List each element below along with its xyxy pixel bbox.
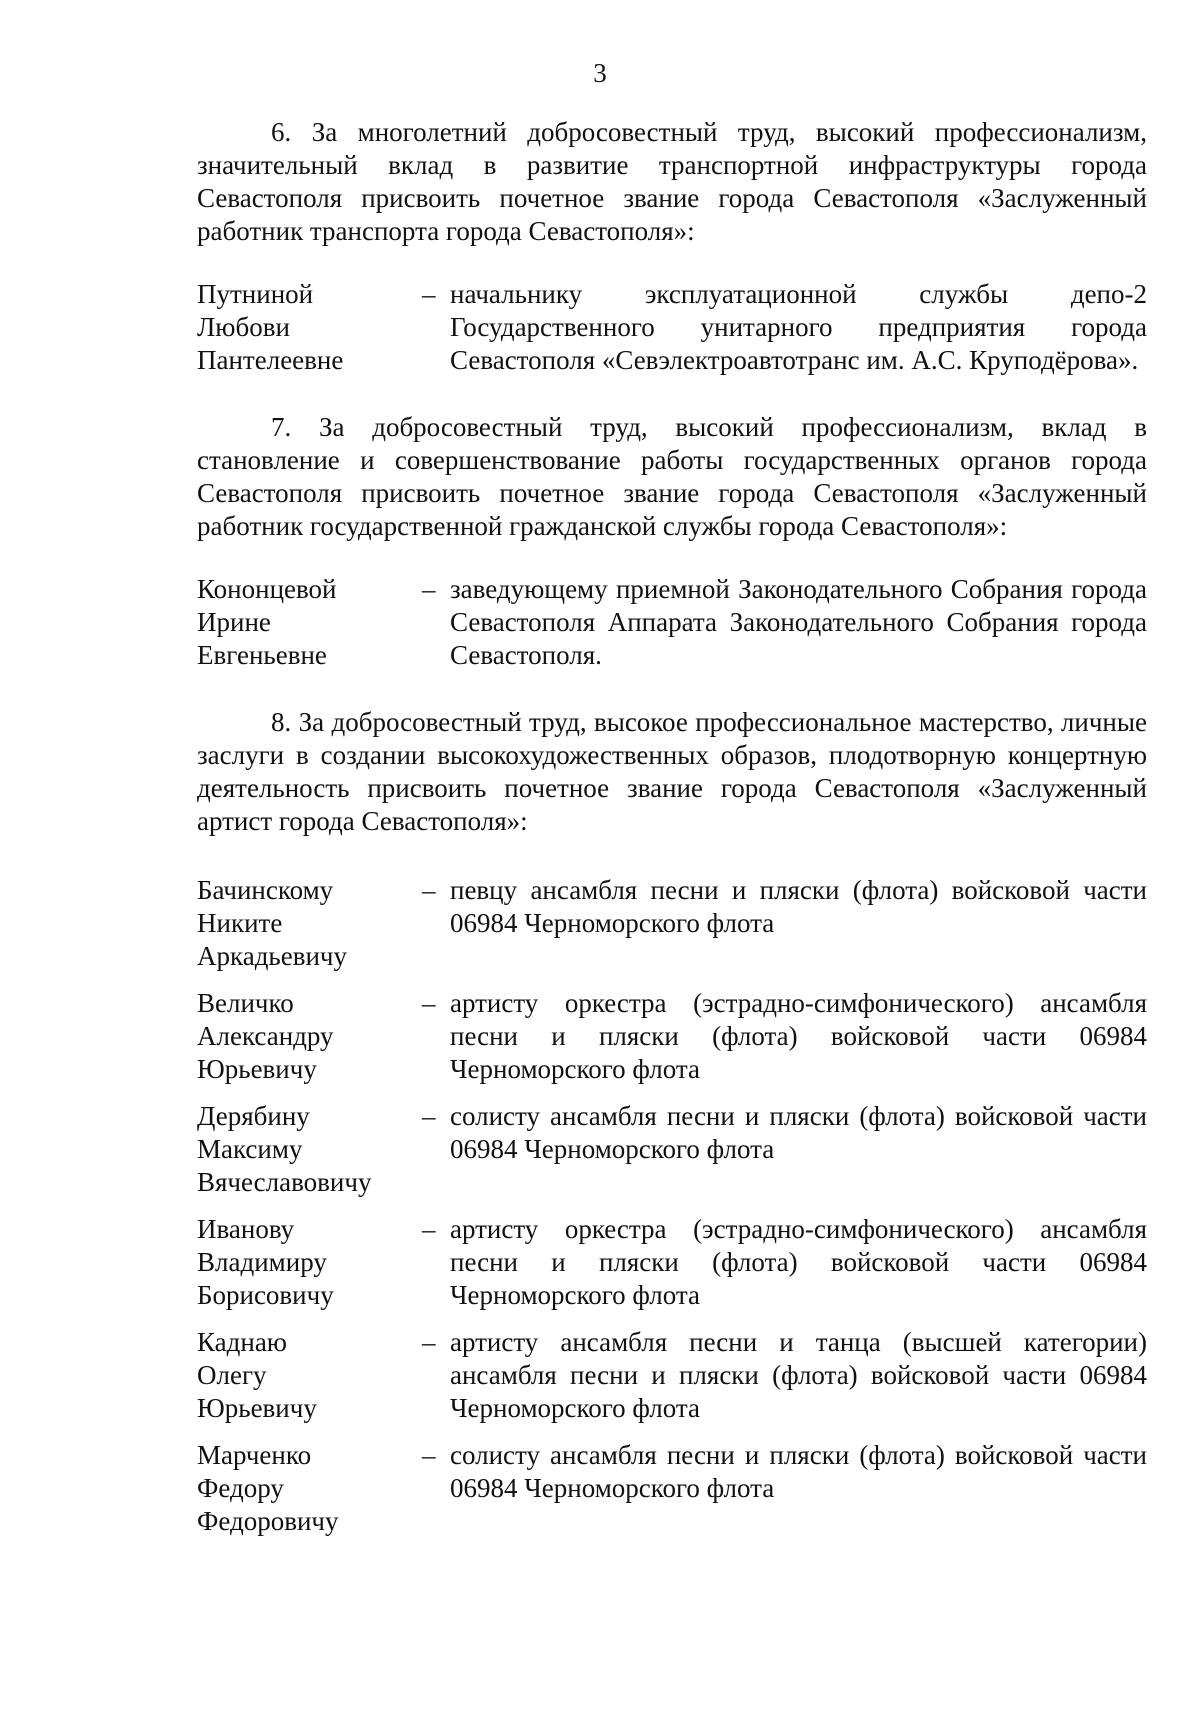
awardee-name — [197, 987, 422, 1086]
patronymic: Борисовичу — [197, 1280, 334, 1310]
first-name: Федору — [197, 1473, 284, 1503]
awardee-entry — [197, 987, 1147, 1086]
awardee-position: артисту ансамбля песни и танца (высшей категории) ансамбля песни и пляски (флота) войсковой части 06984 Черноморского флота — [450, 1327, 1147, 1423]
dash-separator: – — [422, 988, 436, 1018]
awardee-name — [197, 1213, 422, 1312]
awardee-position: артисту оркестра (эстрадно-симфонического) ансамбля песни и пляски (флота) войсковой части 06984 Черноморского флота — [450, 1214, 1147, 1310]
page-number: 3 — [593, 58, 607, 88]
awardee-entry — [197, 1213, 1147, 1312]
section-7 — [197, 411, 1147, 672]
first-name: Максиму — [197, 1134, 303, 1164]
awardee-list — [197, 278, 1147, 377]
dash-separator: – — [422, 1440, 436, 1470]
awardee-position: артисту оркестра (эстрадно-симфонического) ансамбля песни и пляски (флота) войсковой части 06984 Черноморского флота — [450, 988, 1147, 1084]
section-paragraph: 6. За многолетний добросовестный труд, высокий профессионализм, значительный вклад в развитие транспортной инфраструктуры города Севастополя присвоить почетное звание города Севастополя «Заслуженный работник транспорта города Севастополя»: — [197, 117, 1147, 246]
awardee-position: заведующему приемной Законодательного Собрания города Севастополя Аппарата Законодательного Собрания города Севастополя. — [450, 574, 1147, 670]
awardee-entry — [197, 1326, 1147, 1425]
awardee-entry — [197, 573, 1147, 672]
surname: Кононцевой — [197, 574, 337, 604]
awardee-position: солисту ансамбля песни и пляски (флота) войсковой части 06984 Черноморского флота — [450, 1440, 1147, 1503]
patronymic: Юрьевичу — [197, 1054, 317, 1084]
section-paragraph: 8. За добросовестный труд, высокое профессиональное мастерство, личные заслуги в создании высокохудожественных образов, плодотворную концертную деятельность присвоить почетное звание города Севастополя «Заслуженный артист города Севастополя»: — [197, 707, 1147, 836]
awardee-name — [197, 573, 422, 672]
awardee-name — [197, 1326, 422, 1425]
awardee-name — [197, 278, 422, 377]
first-name: Никите — [197, 908, 283, 938]
surname: Путниной — [197, 279, 314, 309]
surname: Дерябину — [197, 1101, 310, 1131]
awardee-name — [197, 874, 422, 973]
awardee-entry — [197, 1100, 1147, 1199]
first-name: Владимиру — [197, 1247, 327, 1277]
surname: Бачинскому — [197, 875, 334, 905]
first-name: Олегу — [197, 1360, 267, 1390]
section-paragraph: 7. За добросовестный труд, высокий профессионализм, вклад в становление и совершенствование работы государственных органов города Севастополя присвоить почетное звание города Севастополя «Заслуженный работник государственной гражданской службы города Севастополя»: — [197, 412, 1147, 541]
surname: Каднаю — [197, 1327, 287, 1357]
awardee-list — [197, 874, 1147, 1538]
awardee-entry — [197, 1439, 1147, 1538]
patronymic: Вячеславовичу — [197, 1167, 372, 1197]
patronymic: Федоровичу — [197, 1506, 339, 1536]
first-name: Ирине — [197, 607, 271, 637]
awardee-entry — [197, 278, 1147, 377]
awardee-name — [197, 1100, 422, 1199]
dash-separator: – — [422, 875, 436, 905]
surname: Иванову — [197, 1214, 295, 1244]
patronymic: Юрьевичу — [197, 1393, 317, 1423]
document-body — [197, 116, 1147, 1538]
section-8 — [197, 706, 1147, 1538]
patronymic: Аркадьевичу — [197, 941, 348, 971]
first-name: Любови — [197, 312, 290, 342]
surname: Марченко — [197, 1440, 312, 1470]
first-name: Александру — [197, 1021, 334, 1051]
awardee-list — [197, 573, 1147, 672]
dash-separator: – — [422, 574, 436, 604]
section-6 — [197, 116, 1147, 377]
awardee-position: начальнику эксплуатационной службы депо-2 Государственного унитарного предприятия города Севастополя «Севэлектроавтотранс им. А.С. Круподёрова». — [450, 279, 1147, 375]
awardee-entry — [197, 874, 1147, 973]
awardee-position: солисту ансамбля песни и пляски (флота) войсковой части 06984 Черноморского флота — [450, 1101, 1147, 1164]
patronymic: Евгеньевне — [197, 640, 327, 670]
dash-separator: – — [422, 1101, 436, 1131]
awardee-position: певцу ансамбля песни и пляски (флота) войсковой части 06984 Черноморского флота — [450, 875, 1147, 938]
surname: Величко — [197, 988, 294, 1018]
awardee-name — [197, 1439, 422, 1538]
patronymic: Пантелеевне — [197, 345, 344, 375]
dash-separator: – — [422, 1327, 436, 1357]
dash-separator: – — [422, 279, 436, 309]
dash-separator: – — [422, 1214, 436, 1244]
